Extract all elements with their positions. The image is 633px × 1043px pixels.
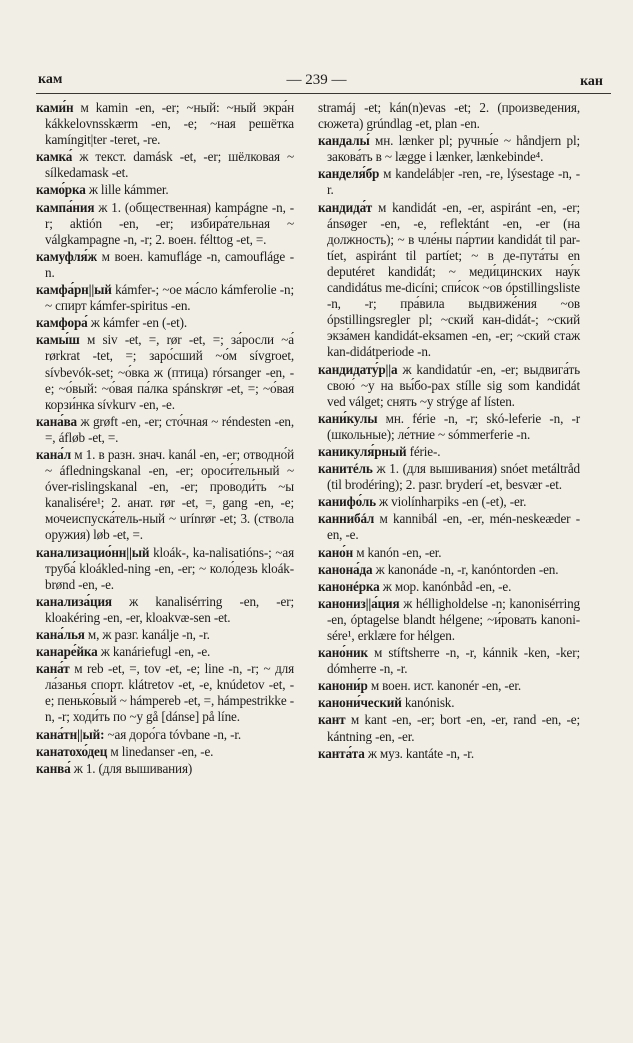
headword: канта́та <box>318 745 365 761</box>
dictionary-entry <box>36 200 294 248</box>
dictionary-entry <box>318 494 580 510</box>
dictionary-entry <box>318 579 580 595</box>
entry-body: мн. férie -n, -r; skó-leferie -n, -r (школьные); ле́тние ~ sómmerferie -n. <box>327 410 580 442</box>
entry-body: м kandeláb|er -ren, -re, lýsestage -n, -r. <box>327 166 580 198</box>
dictionary-entry <box>318 562 580 578</box>
dictionary-entry <box>36 727 294 743</box>
dictionary-entry <box>36 744 294 760</box>
headword: канониз||а́ция <box>318 595 400 611</box>
entry-body: м воен. ист. kanonér -en, -er. <box>367 678 522 694</box>
left-guide-word: кам <box>38 72 63 87</box>
dictionary-entry <box>36 249 294 281</box>
entry-body: м 1. в разн. знач. kanál -en, -er; отводно́й ~ áfledningskanal -en, -er; ороси́тельный ~ óver-rislingskanal -en, -er; проводи́ть ~ы kanalisére¹; 2. анат. rør -et, =, gang -en, -e; мочеиспуска́тель-ный ~ urínrør -et; 3. (ствола оружия) løb -et, =. <box>45 446 294 543</box>
dictionary-entry <box>36 545 294 593</box>
dictionary-entry <box>318 100 580 132</box>
dictionary-entry <box>318 746 580 762</box>
headword: канонéрка <box>318 578 380 594</box>
headword: камка́ <box>36 149 73 165</box>
dictionary-entry <box>36 149 294 181</box>
dictionary-entry <box>318 511 580 543</box>
headword: канитéль <box>318 461 373 477</box>
entry-body: ж мор. kanónbåd -en, -e. <box>379 578 512 594</box>
headword: канона́да <box>318 561 373 577</box>
headword: канализа́ция <box>36 593 112 609</box>
dictionary-entry <box>318 596 580 644</box>
headword: канифо́ль <box>318 494 376 510</box>
entry-body: ж grøft -en, -er; сто́чная ~ réndesten -en, =, áfløb -et, =. <box>45 413 294 445</box>
entry-body: м kant -en, -er; bort -en, -er, rand -en, -e; kántning -en, -er. <box>327 712 580 744</box>
dictionary-entry <box>36 315 294 331</box>
headword: камо́рка <box>36 182 86 198</box>
dictionary-entry <box>36 447 294 544</box>
headword: каннибáл <box>318 511 375 527</box>
entry-body: м kandidát -en, -er, aspiránt -en, -er; ánsøger -en, -e, reflektánt -en, -er (на должность); ~ в чле́ны па́ртии kandidát til par-tíet, aspiránt til partíet; ~ в де-пута́ты en deputéret kandidát; ~ меди́цинских нау́к candidátus me-dicíni; спи́сок ~ов ópstillingsliste -n, -r; пра́вила выдвиже́ния ~ов ópstillingsregler pl; ~ский кан-didát-; ~ский экза́мен kandidát-eksamen -en, -er; ~ский стаж kan-didátperiode -n. <box>327 199 580 360</box>
dictionary-entry <box>318 461 580 493</box>
entry-body: м linedanser -en, -e. <box>107 743 214 759</box>
entry-body: ж kanalisérring -en, -er; kloakéring -en, -er, kloakvæ-sen -et. <box>45 593 294 625</box>
headword: канделя́бр <box>318 166 380 182</box>
entry-body: ж lille kámmer. <box>85 182 169 198</box>
headword: кандалы́ <box>318 133 370 149</box>
header-rule <box>36 93 611 94</box>
headword: камы́ш <box>36 332 80 348</box>
dictionary-entry <box>36 761 294 777</box>
dictionary-entry <box>36 414 294 446</box>
dictionary-entry <box>318 712 580 744</box>
headword: канва́ <box>36 760 71 776</box>
dictionary-entry <box>36 332 294 412</box>
entry-body: ж kámfer -en (-et). <box>87 315 188 331</box>
dictionary-entry <box>318 166 580 198</box>
entry-body: ж kandidatúr -en, -er; выдвига́ть свою́ ~у на вы́бо-рах stílle sig som kandidát ved válget; снять ~у strýge af lísten. <box>327 361 580 409</box>
headword: кано́н <box>318 544 354 560</box>
dictionary-entry <box>36 644 294 660</box>
headword: канализацио́нн||ый <box>36 544 150 560</box>
entry-body: м reb -et, =, tov -et, -e; line -n, -r; ~ для ла́занья спорт. klátretov -et, -e, knúdetov -et, -e; пенько́вый ~ hámpereb -et, =, hámpestrikke -n, -r; ходи́ть по ~у gå [dánse] på líne. <box>45 661 294 725</box>
headword: кана́т <box>36 661 70 677</box>
headword: ками́н <box>36 100 74 115</box>
entry-body: м stíftsherre -n, -r, kánnik -ken, -ker; dómherre -n, -r. <box>327 645 580 677</box>
headword: камфа́рн||ый <box>36 282 112 298</box>
headword: кано́ник <box>318 645 368 661</box>
headword: канони́ческий <box>318 695 402 711</box>
headword: кандидату́р||а <box>318 361 398 377</box>
entry-body: м kannibál -en, -er, mén-neskeæder -en, -e. <box>327 511 580 543</box>
entry-body: ж текст. damásk -et, -er; шёлковая ~ sílkedamask -et. <box>45 149 294 181</box>
entry-body: ж kanonáde -n, -r, kanóntorden -en. <box>372 561 559 577</box>
headword: кана́тн||ый: <box>36 726 105 742</box>
running-header <box>0 72 633 94</box>
dictionary-entry <box>318 444 580 460</box>
headword: канатохо́дец <box>36 743 108 759</box>
headword: каникуля́рный <box>318 443 407 459</box>
entry-body: ж 1. (для вышивания) snóet metáltråd (til brodéring); 2. разг. bryderí -et, besvær -et. <box>327 461 580 493</box>
entry-body: ж kanáriefugl -en, -e. <box>97 644 211 660</box>
headword: кани́кулы <box>318 410 378 426</box>
right-column <box>318 100 580 763</box>
entry-body: мн. lænker pl; ручны́е ~ håndjern pl; закова́ть в ~ lægge i lænker, lænkebinde⁴. <box>327 133 580 165</box>
dictionary-entry <box>36 182 294 198</box>
entry-body: férie-. <box>406 443 441 459</box>
entry-body: м kanón -en, -er. <box>353 544 442 560</box>
entry-body: м kamin -en, -er; ~ный: ~ный экра́н kákkelovnsskærm -en, -e; ~ная решётка kamíngit|ter -teret, -re. <box>45 100 294 148</box>
entry-body: kloák-, ka-nalisatións-; ~ая труба́ kloákled-ning -en, -er; ~ коло́дезь kloák-brønd -en, -e. <box>45 544 294 592</box>
entry-body: ж муз. kantáte -n, -r. <box>364 745 474 761</box>
dictionary-entry <box>318 362 580 410</box>
entry-body: м, ж разг. kanálje -n, -r. <box>84 627 210 642</box>
entry-body: kanónisk. <box>401 695 455 711</box>
entry-body: ж 1. (для вышивания) <box>70 760 193 776</box>
headword: канони́р <box>318 678 368 694</box>
dictionary-entry <box>36 594 294 626</box>
headword: кана́ва <box>36 413 77 429</box>
right-guide-word: кан <box>580 74 603 89</box>
left-column <box>36 100 294 778</box>
dictionary-entry <box>36 100 294 148</box>
headword: кант <box>318 712 346 728</box>
headword: канаре́йка <box>36 644 98 660</box>
entry-body: kámfer-; ~ое ма́сло kámferolie -n; ~ спирт kámfer-spiritus -en. <box>45 282 294 314</box>
dictionary-entry <box>318 695 580 711</box>
entry-body: м siv -et, =, rør -et, =; за́росли ~а́ rørkrat -tet, =; заро́сший ~о́м sívgroet, sívbevók-set; ~о́вка ж (птица) rórsanger -en, -e; ~о́вый: ~о́вая па́лка spánskrør -et, =; ~о́вая корзи́нка sívkurv -en, -e. <box>45 332 294 412</box>
dictionary-entry <box>318 411 580 443</box>
dictionary-entry <box>318 678 580 694</box>
headword: кана́лья <box>36 627 85 642</box>
dictionary-entry <box>36 282 294 314</box>
headword: кандида́т <box>318 199 373 215</box>
dictionary-entry <box>36 627 294 643</box>
headword: камфора́ <box>36 315 88 331</box>
dictionary-entry <box>318 200 580 361</box>
page-number: — 239 — <box>286 72 347 88</box>
entry-body: stramáj -et; kán(n)evas -et; 2. (произведения, сюжета) grúndlag -et, plan -en. <box>318 100 580 132</box>
entry-body: м воен. kamufláge -n, camoufláge -n. <box>45 248 294 280</box>
headword: кана́л <box>36 446 71 462</box>
entry-body: ж violínharpiks -en (-et), -er. <box>375 494 527 510</box>
entry-body: ж hélligholdelse -n; kanonisérring -en, óptagelse blandt hélgene; ~и́ровать kanoni-sére¹, erklære for hélgen. <box>327 595 580 643</box>
headword: камуфля́ж <box>36 248 97 264</box>
dictionary-entry <box>36 661 294 725</box>
entry-body: ж 1. (общественная) kampágne -n, -r; aktión -en, -er; избира́тельная ~ válgkampagne -n, -r; 2. воен. félttog -et, =. <box>45 199 294 247</box>
dictionary-entry <box>318 545 580 561</box>
dictionary-entry <box>318 645 580 677</box>
headword: кампа́ния <box>36 199 95 215</box>
dictionary-entry <box>318 133 580 165</box>
entry-body: ~ая доро́га tóvbane -n, -r. <box>104 726 241 742</box>
